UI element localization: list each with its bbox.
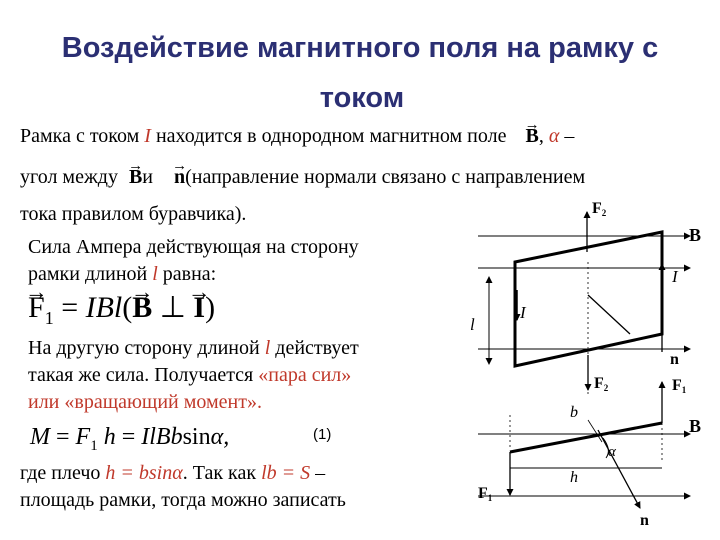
label-i-right: I	[672, 267, 678, 286]
label-f2-top: F2	[592, 200, 607, 218]
other-line-1: На другую сторону длиной l действует	[28, 337, 359, 359]
label-l-left: l	[470, 315, 475, 334]
label-h: h	[570, 469, 578, 486]
label-f2-mid: F2	[594, 375, 609, 393]
intro-line-1: Рамка с током I находится в однородном магнитном поле → B, α –	[20, 125, 574, 148]
label-i-inner: I	[520, 303, 526, 322]
top-view-diagram	[478, 382, 690, 508]
footer-line-2: площадь рамки, тогда можно записать	[20, 489, 346, 511]
other-line-3: или «вращающий момент».	[28, 391, 262, 413]
other-line-2: такая же сила. Получается «пара сил»	[28, 364, 352, 386]
slide-title-line2: током	[319, 82, 405, 114]
slide-title-line1: Воздействие магнитного поля на рамку с	[61, 32, 659, 64]
ampere-line-1: Сила Ампера действующая на сторону	[28, 236, 359, 258]
ampere-line-2: рамки длиной l равна:	[28, 263, 217, 285]
vector-b-symbol: → B	[129, 166, 142, 189]
footer-line-1: где плечо h = bsinα. Так как lb = S –	[20, 462, 326, 484]
frame-diagram	[440, 190, 715, 535]
label-f1-left: F1	[478, 485, 493, 503]
label-alpha: α	[608, 444, 616, 460]
intro-line-3: тока правилом буравчика).	[20, 203, 247, 225]
label-f1-right: F1	[672, 377, 687, 395]
vector-b-symbol: → B	[525, 125, 538, 148]
torque-formula: $M = F_1$ h = IlBbsinα,	[30, 424, 230, 454]
equation-number: (1)	[313, 426, 332, 443]
normal-diagonal-line	[588, 295, 630, 334]
vector-n-symbol: → n	[174, 166, 185, 189]
magnetic-field-lines-top	[478, 236, 690, 349]
label-n-top: n	[670, 351, 679, 368]
label-b-bottom: B	[689, 416, 702, 436]
current-frame	[515, 232, 662, 366]
label-b-top: B	[689, 225, 702, 245]
ampere-force-formula: → $F_1 = IBl(\to B$ ⊥ → I)	[28, 290, 215, 329]
label-b-arm: b	[570, 404, 578, 421]
intro-line-2: угол между → Bи → n(направление нормали связано с направлением	[20, 166, 585, 189]
label-n-bottom: n	[640, 512, 649, 529]
